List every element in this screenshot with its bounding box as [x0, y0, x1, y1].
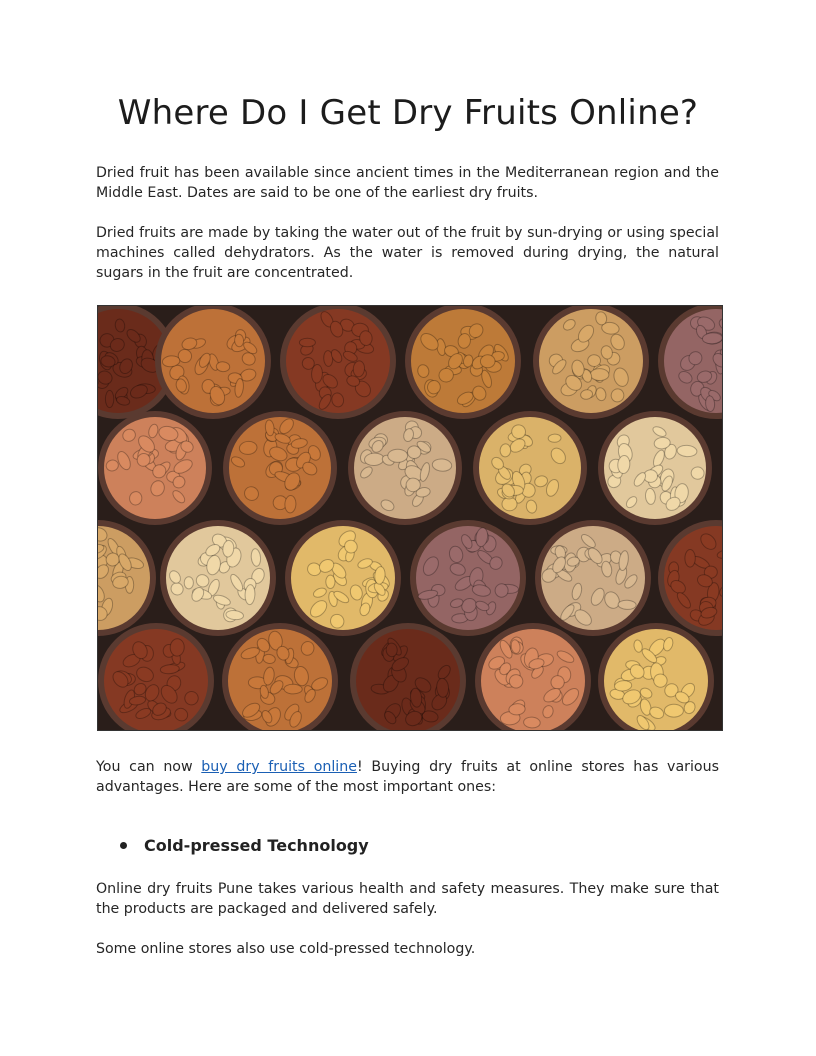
cold-pressed-paragraph: Some online stores also use cold-pressed technology.	[96, 941, 476, 957]
buy-dry-fruits-link[interactable]: buy dry fruits online	[201, 759, 357, 775]
buy-text-before: You can now	[96, 759, 202, 775]
safety-paragraph: Online dry fruits Pune takes various health and safety measures. They make sure that the products are packaged and delivered safely.	[96, 881, 719, 917]
nut-bowl	[155, 306, 271, 419]
nut-bowls-illustration	[98, 306, 723, 731]
intro-paragraph-1: Dried fruit has been available since ancient times in the Mediterranean region and the Middle East. Dates are said to be one of the earliest dry fruits.	[96, 165, 719, 201]
buy-text-after: ! Buying dry fruits at online stores has various advantages. Here are some of the most important ones:	[96, 759, 719, 795]
nut-bowl	[535, 520, 651, 636]
buy-online-paragraph	[96, 757, 719, 797]
nut-bowl	[348, 411, 462, 525]
nut-bowl	[598, 411, 712, 525]
nut-bowl	[405, 306, 521, 419]
intro-paragraph-2: Dried fruits are made by taking the water out of the fruit by sun-drying or using special machines called dehydrators. As the water is removed during drying, the natural sugars in the fruit are concentrated.	[96, 225, 719, 281]
bullet-dot-icon	[120, 842, 127, 849]
nut-bowl	[98, 411, 212, 525]
nut-bowl	[223, 411, 337, 525]
nut-bowl	[285, 520, 401, 636]
nut-bowl	[410, 520, 526, 636]
nut-bowl	[533, 306, 649, 419]
dry-fruits-photo	[97, 305, 723, 731]
nut-bowl	[473, 411, 587, 525]
bullet-item-label: Cold-pressed Technology	[144, 836, 369, 855]
page-title: Where Do I Get Dry Fruits Online?	[117, 93, 699, 133]
nut-bowl	[280, 306, 396, 419]
nut-bowl	[160, 520, 276, 636]
